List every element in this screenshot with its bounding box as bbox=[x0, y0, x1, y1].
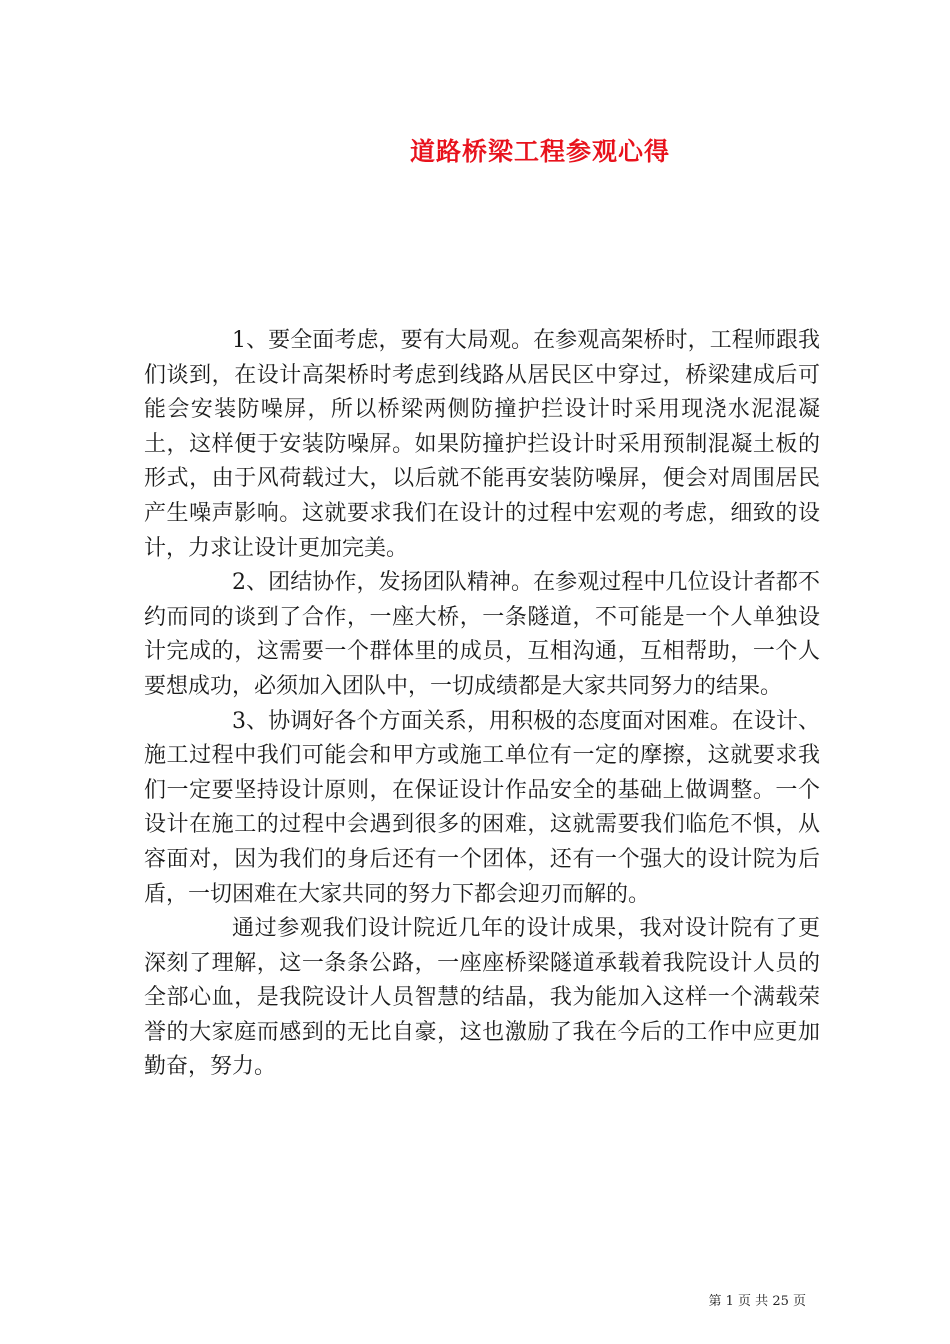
paragraph-3: 3、协调好各个方面关系，用积极的态度面对困难。在设计、施工过程中我们可能会和甲方或施工单位有一定的摩擦，这就要求我们一定要坚持设计原则，在保证设计作品安全的基础上做调整。一个设计在施工的过程中会遇到很多的困难，这就需要我们临危不惧，从容面对，因为我们的身后还有一个团体，还有一个强大的设计院为后盾，一切困难在大家共同的努力下都会迎刃而解的。 bbox=[144, 708, 820, 907]
page-number: 第 1 页 共 25 页 bbox=[708, 1294, 806, 1309]
paragraph-1: 1、要全面考虑，要有大局观。在参观高架桥时，工程师跟我们谈到，在设计高架桥时考虑到线路从居民区中穿过，桥梁建成后可能会安装防噪屏，所以桥梁两侧防撞护拦设计时采用现浇水泥混凝土，这样便于安装防噪屏。如果防撞护拦设计时采用预制混凝土板的形式，由于风荷载过大，以后就不能再安装防噪屏，便会对周围居民产生噪声影响。这就要求我们在设计的过程中宏观的考虑，细致的设计，力求让设计更加完美。 bbox=[144, 328, 820, 561]
paragraph-4: 通过参观我们设计院近几年的设计成果，我对设计院有了更深刻了理解，这一条条公路，一座座桥梁隧道承载着我院设计人员的全部心血，是我院设计人员智慧的结晶，我为能加入这样一个满载荣誉的大家庭而感到的无比自豪，这也激励了我在今后的工作中应更加勤奋，努力。 bbox=[144, 916, 820, 1080]
document-body bbox=[144, 324, 820, 1085]
document-title: 道路桥梁工程参观心得 bbox=[409, 137, 670, 166]
paragraph-2: 2、团结协作，发扬团队精神。在参观过程中几位设计者都不约而同的谈到了合作，一座大桥，一条隧道，不可能是一个人单独设计完成的，这需要一个群体里的成员，互相沟通，互相帮助，一个人要想成功，必须加入团队中，一切成绩都是大家共同努力的结果。 bbox=[144, 570, 820, 699]
